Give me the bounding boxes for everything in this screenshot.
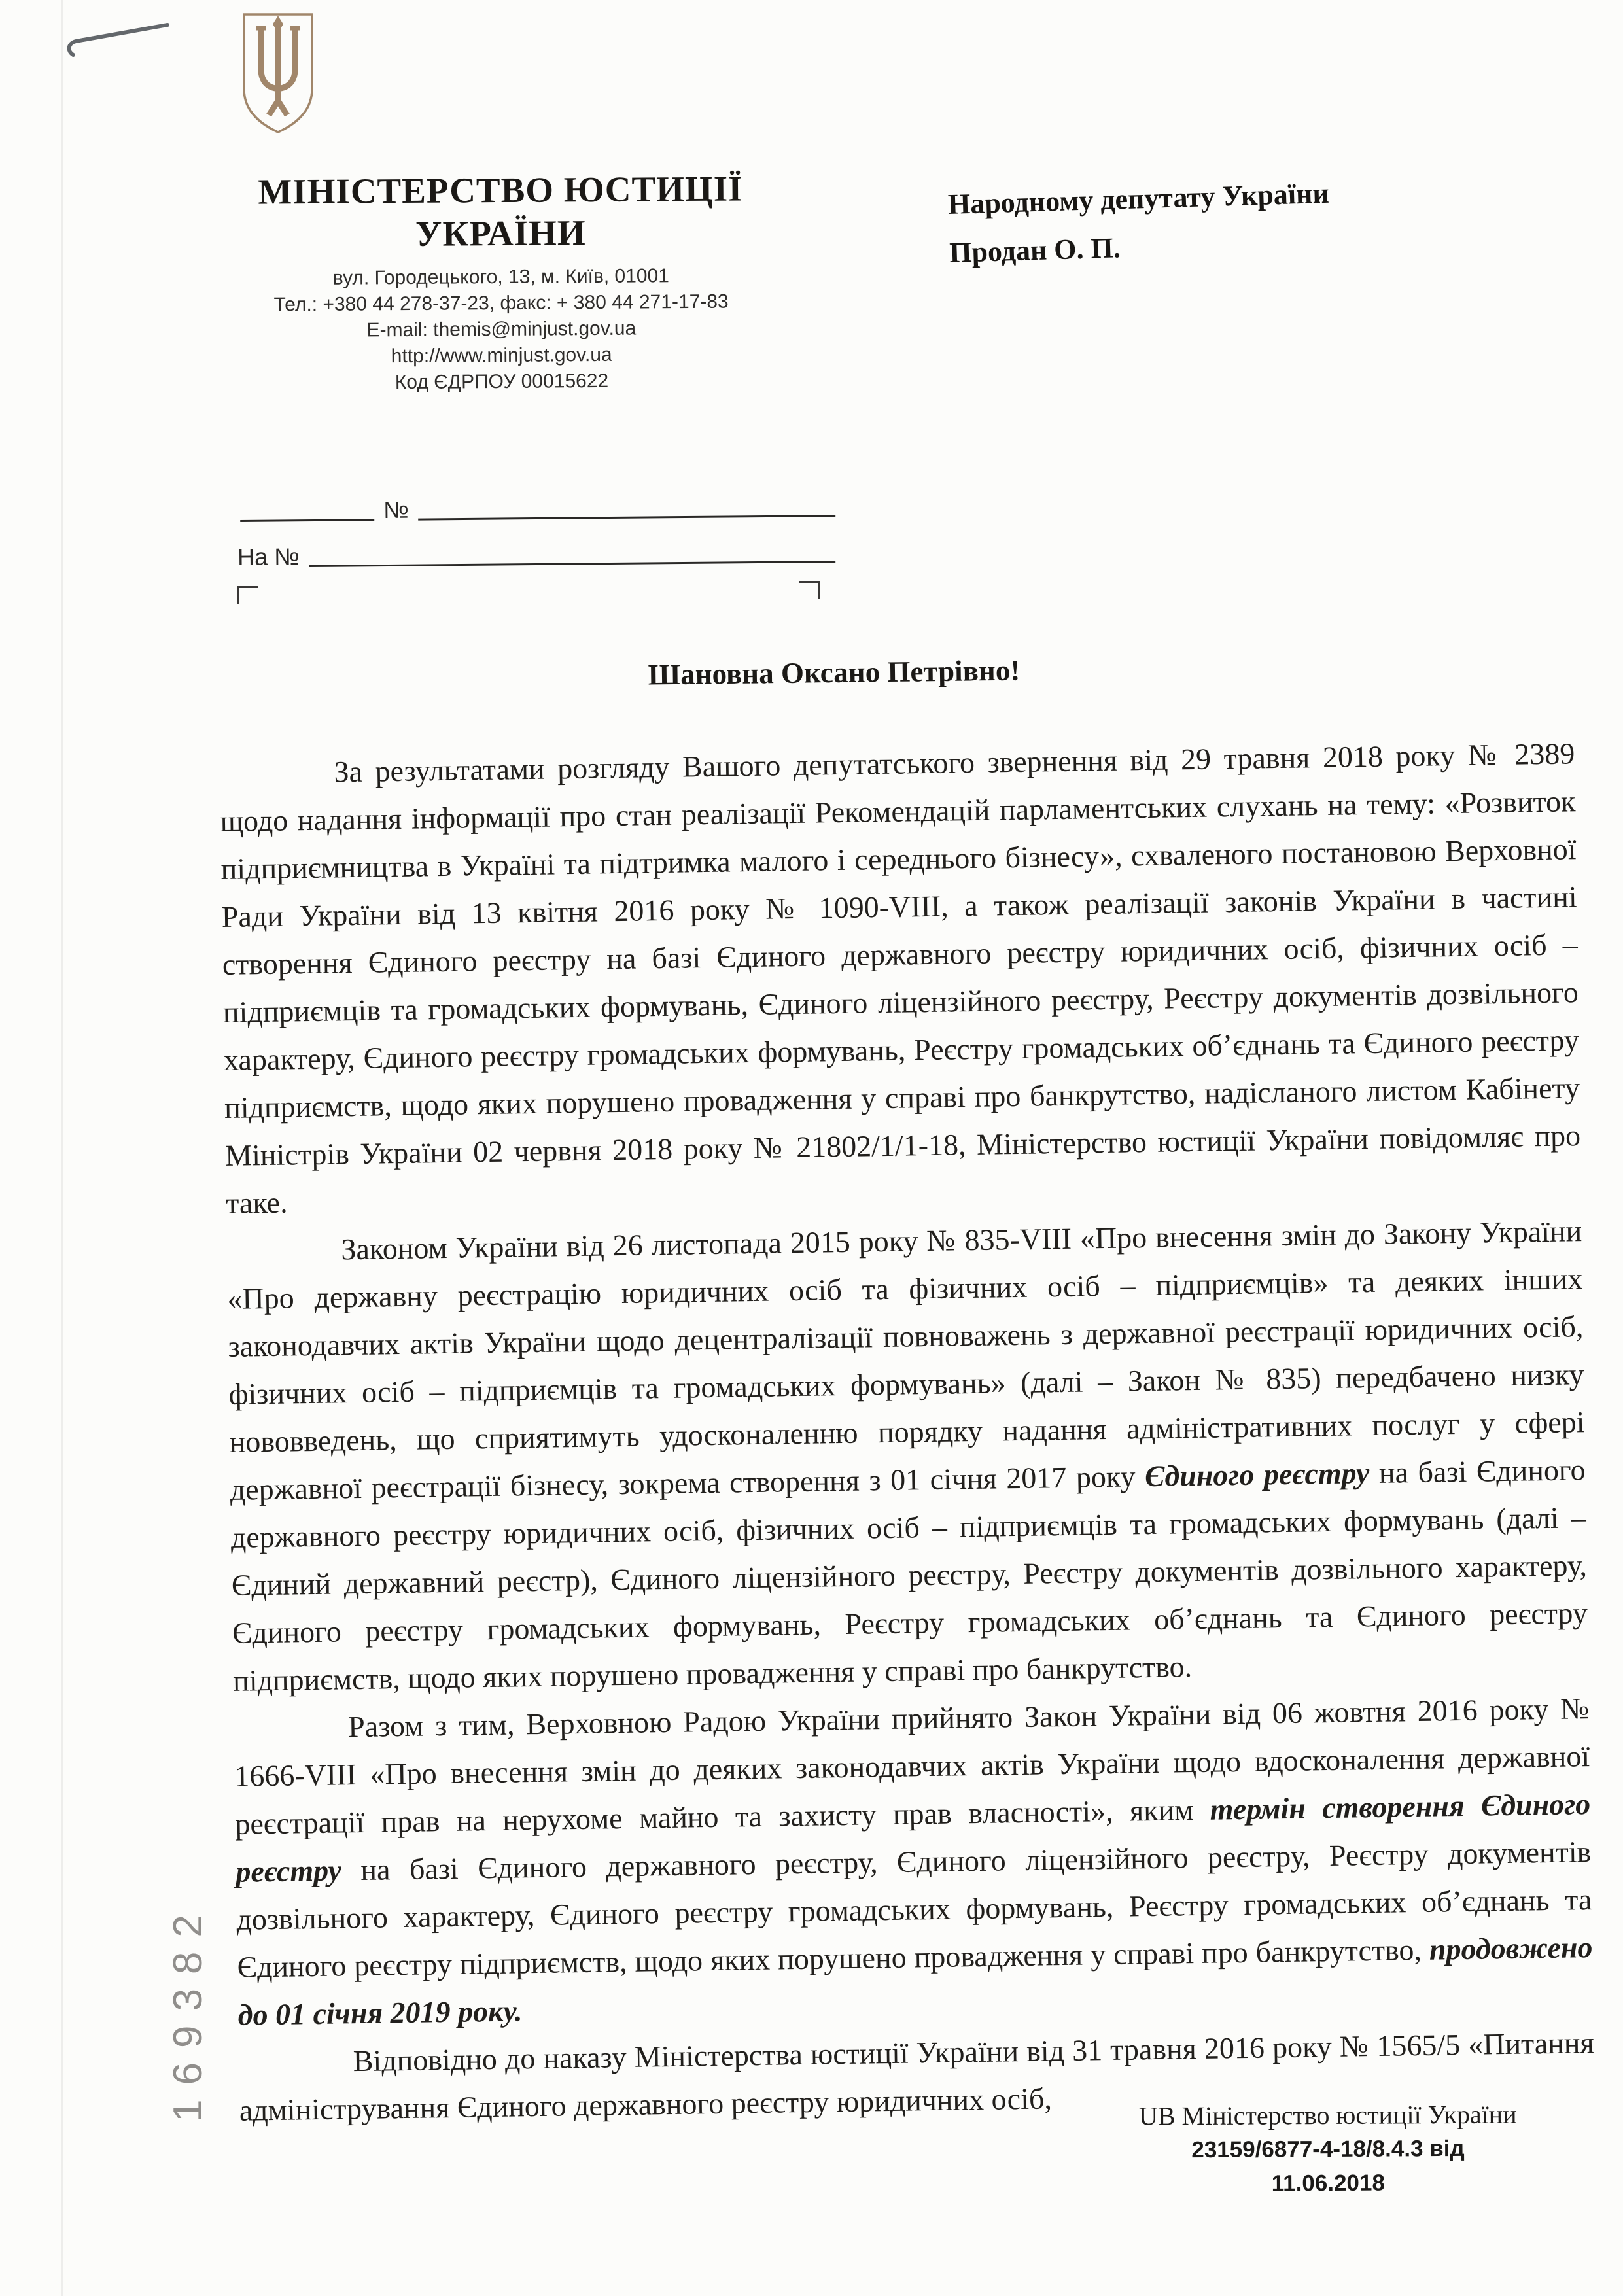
address-line-phone: Тел.: +380 44 278-37-23, факс: + 380 44 271-17-83 (273, 290, 729, 316)
stamp-org-line: UB Міністерство юстиції України (1138, 2099, 1517, 2131)
ministry-title-line2: УКРАЇНИ (415, 213, 586, 254)
reply-to-label: На № (237, 543, 300, 570)
number-blank-line (418, 515, 835, 521)
recipient-name: Продан О. П. (949, 232, 1121, 269)
body-text: на базі Єдиного державного реєстру юридичних осіб, фізичних осіб – підприємців та громадських формувань (далі – Єдиний державний реєстр), Єдиного ліцензійного реєстру, Реєстру документів дозвільного характеру, Єдиного реєстру громадських формувань, Реєстру громадських об’єднань та Єдиного реєстру підприємств, щодо яких порушено провадження у справі про банкрутство. (230, 1453, 1588, 1697)
margin-registration-number: 169382 (166, 1900, 211, 2122)
body-text-emphasis: продовжено до 01 січня 2019 року. (237, 1930, 1593, 2032)
body-text: Разом з тим, Верховною Радою України прийнято Закон України від 06 жовтня 2016 року № 1666-VIII «Про внесення змін до деяких законодавчих актів України щодо вдосконалення державної реєстрації прав на нерухоме майно та захисту прав власності», яким (234, 1692, 1590, 1841)
address-line-website: http://www.minjust.gov.ua (391, 343, 612, 368)
address-line-street: вул. Городецького, 13, м. Київ, 01001 (332, 265, 670, 289)
body-paragraph (234, 1684, 1594, 2039)
ministry-title (216, 167, 786, 257)
salutation: Шановна Оксано Петрівно! (648, 653, 1021, 691)
body-text: на базі Єдиного державного реєстру, Єдиного ліцензійного реєстру, Реєстру документів дозвільного характеру, Єдиного реєстру громадських формувань, Реєстру громадських об’єднань та Єдиного реєстру підприємств, щодо яких порушено провадження у справі про банкрутство, (236, 1835, 1592, 1984)
letterhead-address (217, 262, 786, 397)
registration-stamp (1047, 2097, 1610, 2202)
address-line-email: E-mail: themis@minjust.gov.ua (366, 317, 637, 341)
date-blank-line (240, 519, 374, 522)
staple-mark-icon (63, 10, 178, 65)
number-sign: № (383, 496, 409, 524)
body-paragraph (219, 729, 1582, 1227)
body-text: Відповідно до наказу Міністерства юстиції України від 31 травня 2016 року № 1565/5 «Питання адміністрування Єдиного державного реєстру юридичних осіб, (239, 2026, 1594, 2127)
ministry-title-line1: МІНІСТЕРСТВО ЮСТИЦІЇ (258, 168, 743, 212)
letterhead (215, 0, 786, 397)
body-text-emphasis: термін створення Єдиного реєстру (236, 1787, 1591, 1888)
body-text: За результатами розгляду Вашого депутатського звернення від 29 травня 2018 року № 2389 щодо надання інформації про стан реалізації Рекомендацій парламентських слухань на тему: «Розвиток підприємництва в Україні та підтримка малого і середнього бізнесу», схваленого постановою Верховної Ради України від 13 квітня 2016 року № 1090-VIII, а також реалізації законів України в частині створення Єдиного реєстру на базі Єдиного державного реєстру юридичних осіб, фізичних осіб – підприємців та громадських формувань, Єдиного ліцензійного реєстру, Реєстру документів дозвільного характеру, Єдиного реєстру громадських формувань, Реєстру громадських об’єднань та Єдиного реєстру підприємств, щодо яких порушено провадження у справі про банкрутство, надісланого листом Кабінету Міністрів України 02 червня 2018 року № 21802/1/1-18, Міністерство юстиції України повідомляє про таке. (220, 737, 1581, 1220)
stamp-date: 11.06.2018 (1271, 2170, 1385, 2197)
recipient-title: Народному депутату України (947, 177, 1330, 220)
address-corner-mark-right (799, 581, 820, 599)
stamp-ref-number: 23159/6877-4-18/8.4.3 від (1191, 2135, 1465, 2163)
address-corner-mark-left (237, 586, 258, 604)
recipient-block (947, 161, 1604, 277)
address-line-edrpou: Код ЄДРПОУ 00015622 (394, 370, 609, 394)
body-text-emphasis: Єдиного реєстру (1144, 1456, 1370, 1493)
letter-body (219, 729, 1595, 2134)
reply-to-number-line (237, 531, 835, 568)
scan-edge-artifact (61, 0, 63, 2296)
body-paragraph (226, 1207, 1589, 1705)
reply-number-blank-line (309, 561, 835, 567)
outgoing-number-line (240, 484, 835, 522)
body-text: Законом України від 26 листопада 2015 року № 835-VIII «Про внесення змін до Закону України «Про державну реєстрацію юридичних осіб та фізичних осіб – підприємців» та деяких інших законодавчих актів України щодо децентралізації повноважень з державної реєстрації юридичних осіб, фізичних осіб – підприємців та громадських формувань» (далі – Закон № 835) передбачено низку нововведень, що сприятимуть удосконаленню порядку надання адміністративних послуг у сфері державної реєстрації бізнесу, зокрема створення з 01 січня 2017 року (227, 1214, 1585, 1506)
